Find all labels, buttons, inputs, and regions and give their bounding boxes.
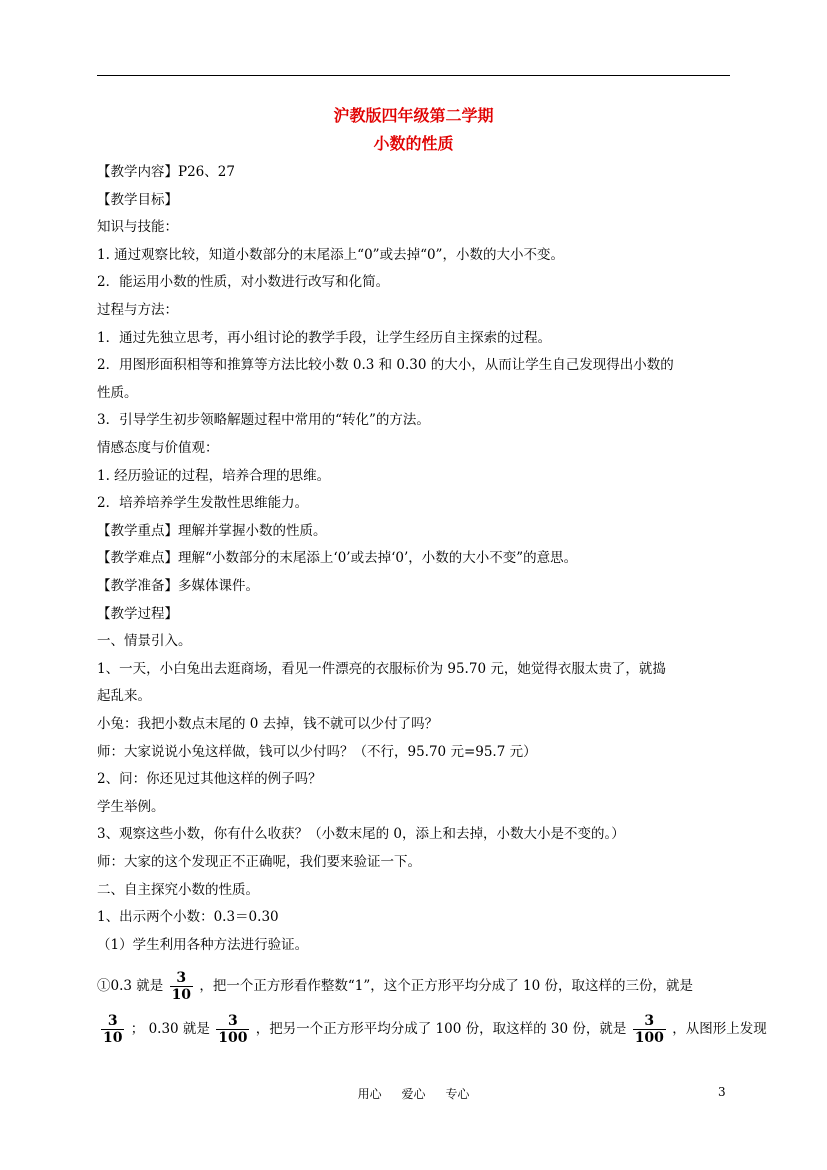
body-line: （1）学生利用各种方法进行验证。 — [97, 936, 309, 953]
page-footer — [0, 1085, 827, 1102]
body-line: 【教学内容】P26、27 — [97, 164, 235, 180]
fraction — [170, 970, 193, 1003]
body-line: 1、出示两个小数：0.3＝0.30 — [97, 909, 279, 926]
fraction-denominator: 100 — [634, 1030, 664, 1046]
fraction-denominator: 10 — [103, 1030, 123, 1046]
body-line: 一、情景引入。 — [97, 633, 192, 650]
fraction-numerator: 3 — [176, 970, 187, 986]
body-line: 3．引导学生初步领略解题过程中常用的“转化”的方法。 — [97, 412, 430, 429]
body-line: 过程与方法： — [97, 302, 178, 318]
body-line: 1．通过先独立思考，再小组讨论的教学手段，让学生经历自主探索的过程。 — [97, 329, 552, 346]
body-line: 知识与技能： — [97, 219, 178, 236]
body-line: 1、一天，小白兔出去逛商场，看见一件漂亮的衣服标价为 95.70 元，她觉得衣服太贵了，就捣 — [97, 660, 666, 677]
fraction — [216, 1013, 249, 1046]
text-segment: ①0.3 就是 — [97, 978, 164, 994]
body-line: 2．能运用小数的性质，对小数进行改写和化简。 — [97, 274, 390, 291]
body-line: 【教学目标】 — [97, 191, 178, 208]
page-number: 3 — [718, 1085, 726, 1099]
body-line: 2．用图形面积相等和推算等方法比较小数 0.3 和 0.30 的大小，从而让学生自己发现得出小数的 — [97, 357, 674, 374]
fraction-numerator: 3 — [644, 1013, 655, 1029]
body-line: 小兔：我把小数点末尾的 0 去掉，钱不就可以少付了吗？ — [97, 716, 439, 732]
text-segment: ，把另一个正方形平均分成了 100 份，取这样的 30 份，就是 — [255, 1021, 627, 1037]
body-line: 1. 通过观察比较，知道小数部分的末尾添上“0”或去掉“0”，小数的大小不变。 — [97, 246, 564, 263]
body-line: 【教学难点】理解“小数部分的末尾添上‘0’或去掉‘0’，小数的大小不变”的意思。 — [97, 550, 578, 567]
body-line: 【教学准备】多媒体课件。 — [97, 578, 259, 594]
fraction — [101, 1013, 124, 1046]
footer-text: 爱心 — [401, 1087, 426, 1101]
body-line: 2、问：你还见过其他这样的例子吗？ — [97, 771, 322, 788]
body-line: 2．培养培养学生发散性思维能力。 — [97, 495, 309, 512]
paragraph-fraction-2 — [99, 1013, 767, 1046]
body-line: 二、自主探究小数的性质。 — [97, 881, 259, 898]
fraction-numerator: 3 — [107, 1013, 118, 1029]
body-line: 性质。 — [97, 384, 138, 401]
body-line: 3、观察这些小数，你有什么收获？（小数末尾的 0，添上和去掉，小数大小是不变的。） — [97, 826, 625, 843]
footer-text: 专心 — [445, 1087, 470, 1101]
body-line: 【教学重点】理解并掌握小数的性质。 — [97, 522, 327, 539]
body-line: 师：大家说说小兔这样做，钱可以少付吗？（不行，95.70 元=95.7 元） — [97, 743, 537, 760]
paragraph-fraction-1 — [97, 970, 693, 1003]
header-rule — [97, 75, 730, 76]
body-line: 师：大家的这个发现正不正确呢，我们要来验证一下。 — [97, 854, 421, 870]
fraction-denominator: 100 — [218, 1030, 248, 1046]
fraction-denominator: 10 — [171, 987, 192, 1003]
body-line: 学生举例。 — [97, 798, 165, 815]
fraction — [633, 1013, 666, 1046]
text-segment: ，把一个正方形看作整数“1”，这个正方形平均分成了 10 份，取这样的三份，就是 — [199, 978, 693, 994]
body-line: 1. 经历验证的过程，培养合理的思维。 — [97, 467, 331, 484]
document-subtitle: 小数的性质 — [373, 134, 454, 153]
body-line: 【教学过程】 — [97, 605, 178, 622]
footer-text: 用心 — [357, 1087, 382, 1101]
text-segment: ，从图形上发现 — [672, 1021, 767, 1037]
document-title: 沪教版四年级第二学期 — [333, 106, 494, 125]
body-line: 起乱来。 — [97, 688, 151, 705]
text-segment: ； 0.30 就是 — [130, 1021, 210, 1037]
body-line: 情感态度与价值观： — [97, 440, 219, 456]
fraction-numerator: 3 — [227, 1013, 238, 1029]
